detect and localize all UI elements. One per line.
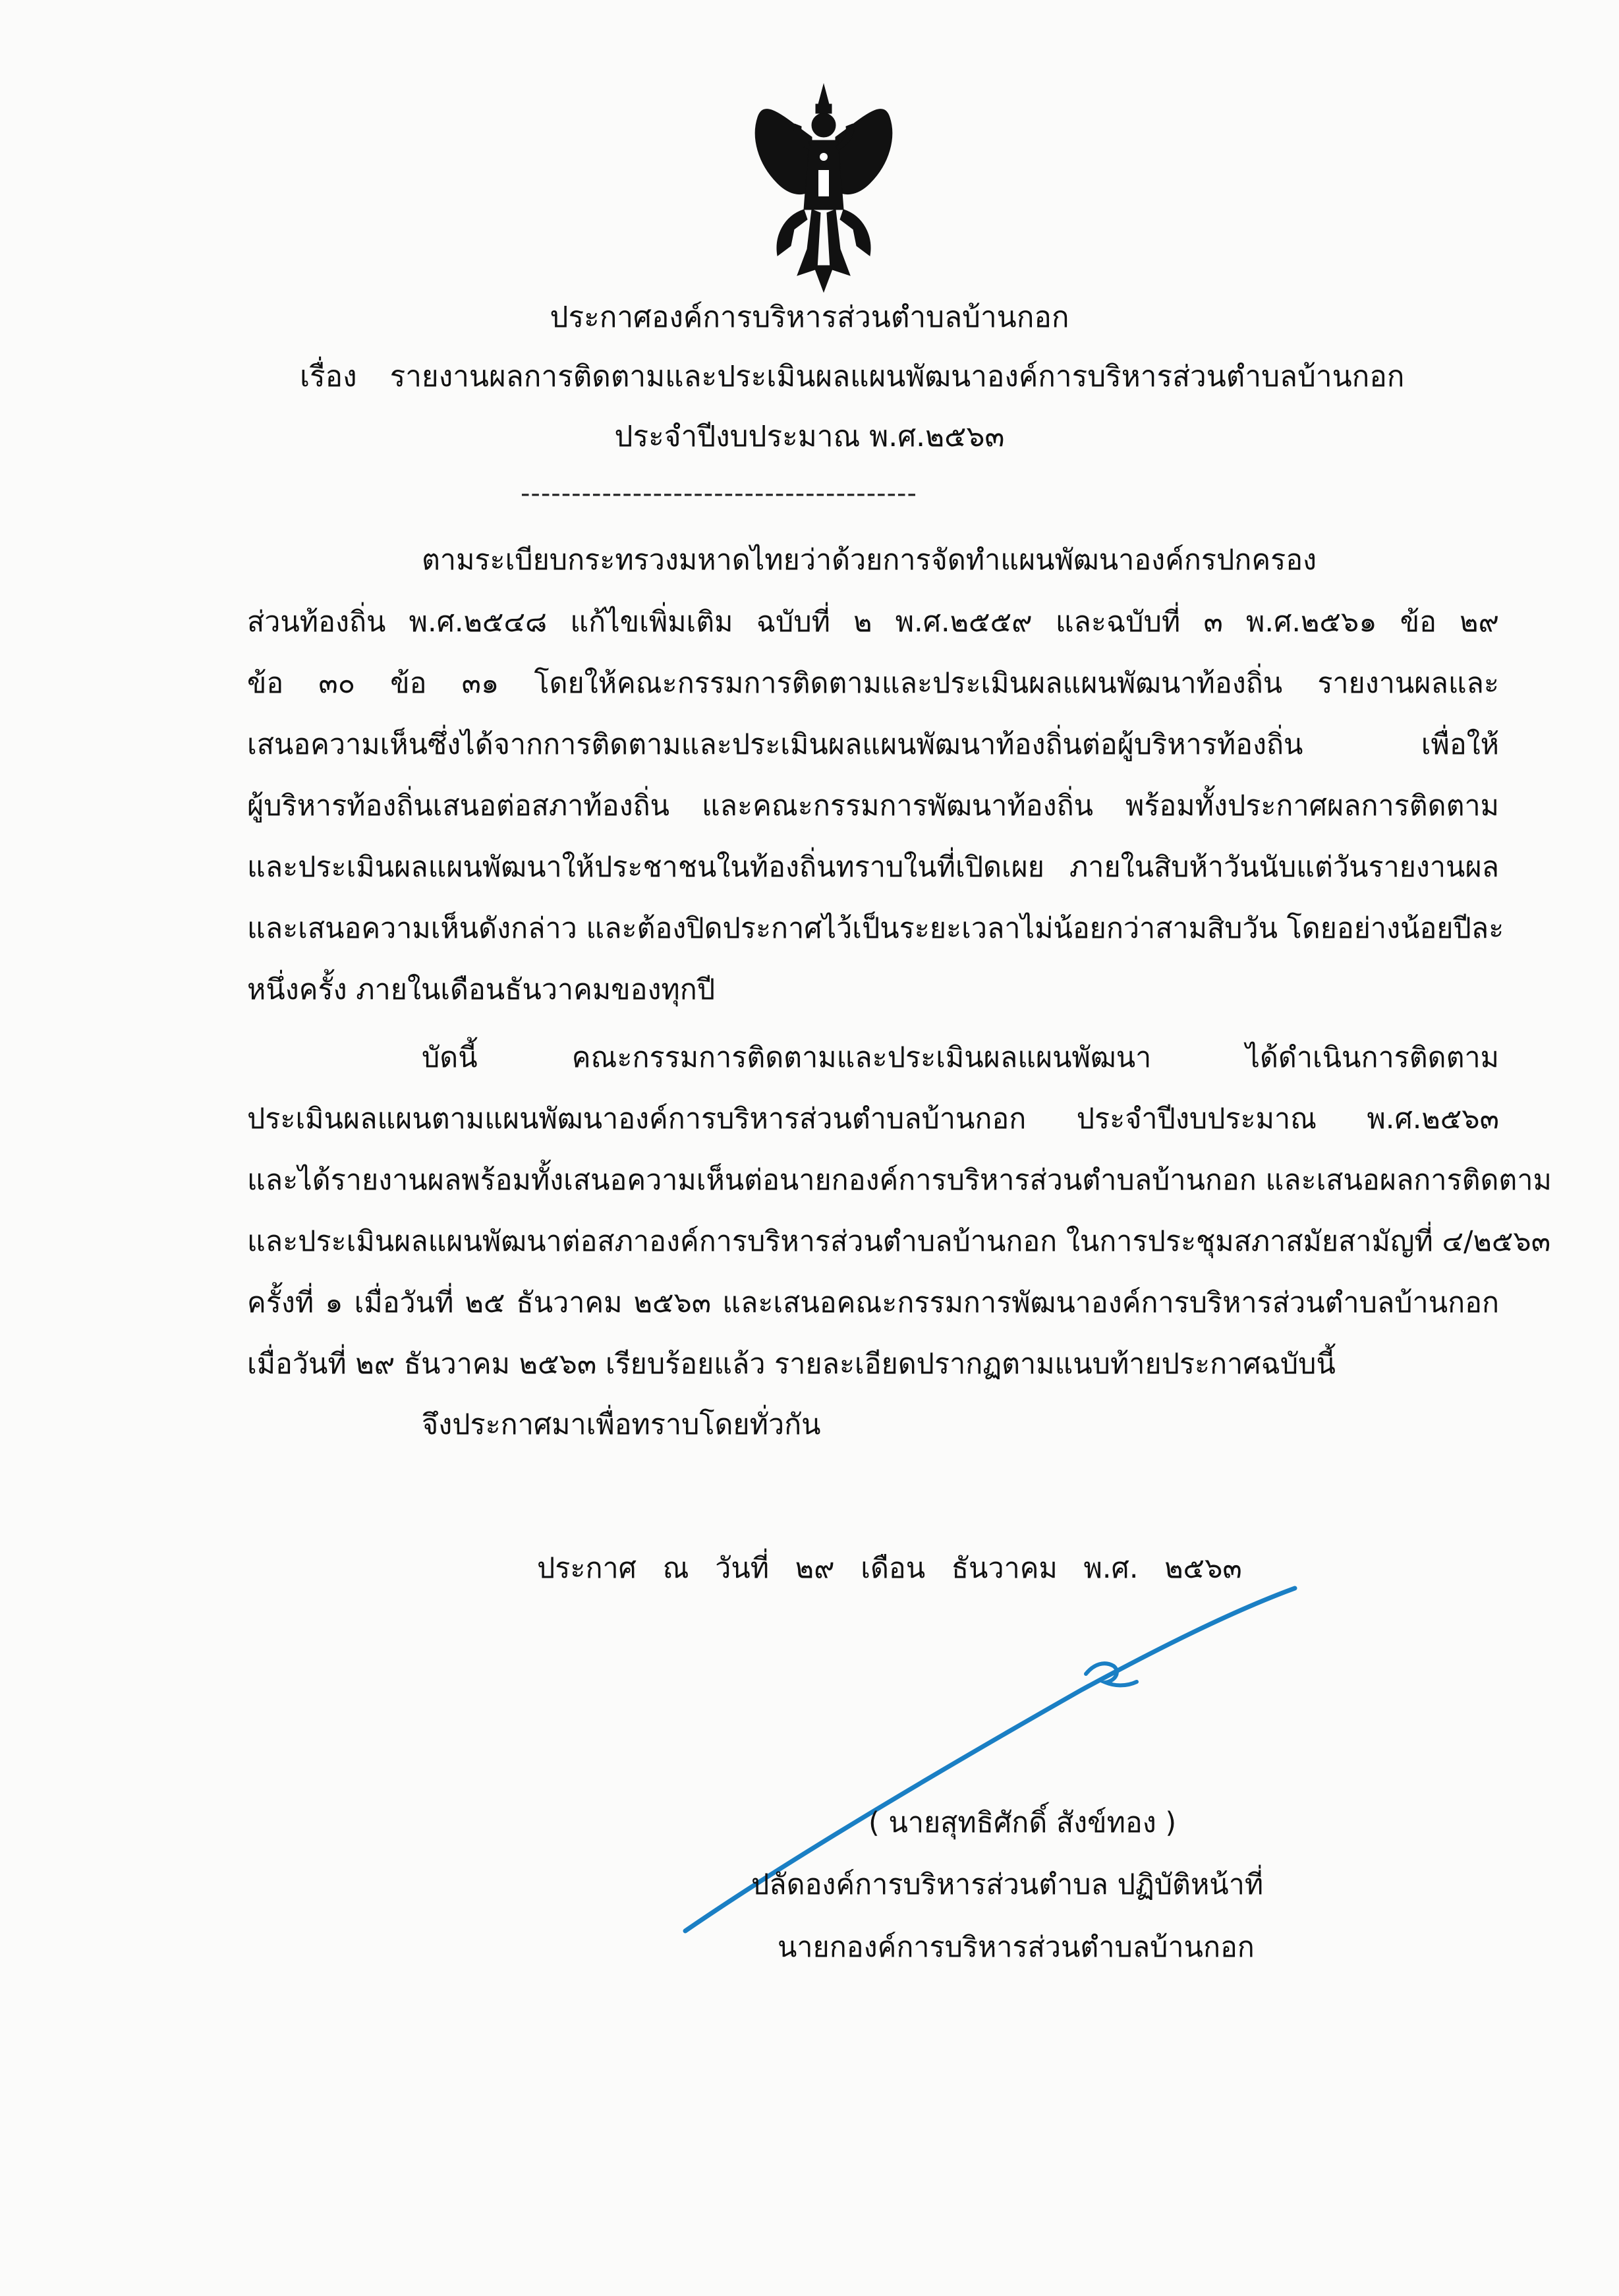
paragraph-line: หนึ่งครั้ง ภายในเดือนธันวาคมของทุกปี xyxy=(247,973,716,1006)
paragraph-line: ตามระเบียบกระทรวงมหาดไทยว่าด้วยการจัดทำแผนพัฒนาองค์กรปกครอง xyxy=(422,544,1317,577)
subject-line xyxy=(300,357,1404,397)
org-title: ประกาศองค์การบริหารส่วนตำบลบ้านกอก xyxy=(550,301,1069,334)
date-at: ณ xyxy=(662,1552,689,1585)
paragraph-line: ส่วนท้องถิ่น พ.ศ.๒๕๔๘ แก้ไขเพิ่มเติม ฉบับที่ ๒ พ.ศ.๒๕๕๙ และฉบับที่ ๓ พ.ศ.๒๕๖๑ ข้อ ๒๙ xyxy=(247,606,1499,639)
paragraph-line: ข้อ ๓๐ ข้อ ๓๑ โดยให้คณะกรรมการติดตามและประเมินผลแผนพัฒนาท้องถิ่น รายงานผลและ xyxy=(247,667,1499,700)
paragraph-line: เสนอความเห็นซึ่งได้จากการติดตามและประเมินผลแผนพัฒนาท้องถิ่นต่อผู้บริหารท้องถิ่น เพื่อให้ xyxy=(247,728,1499,761)
paragraph-line: และได้รายงานผลพร้อมทั้งเสนอความเห็นต่อนายกองค์การบริหารส่วนตำบลบ้านกอก และเสนอผลการติดตาม xyxy=(247,1164,1552,1197)
date-month-label: เดือน xyxy=(861,1552,926,1585)
fiscal-year-line: ประจำปีงบประมาณ พ.ศ.๒๕๖๓ xyxy=(614,420,1005,453)
date-day-label: วันที่ xyxy=(715,1552,770,1585)
date-month: ธันวาคม xyxy=(951,1552,1058,1585)
closing-line: จึงประกาศมาเพื่อทราบโดยทั่วกัน xyxy=(422,1408,821,1441)
paragraph-line: และประเมินผลแผนพัฒนาต่อสภาองค์การบริหารส่วนตำบลบ้านกอก ในการประชุมสภาสมัยสามัญที่ ๔/๒๕๖๓ xyxy=(247,1225,1551,1258)
paragraph-line: และเสนอความเห็นดังกล่าว และต้องปิดประกาศไว้เป็นระยะเวลาไม่น้อยกว่าสามสิบวัน โดยอย่างน้อยปีละ xyxy=(247,912,1504,945)
subject-text: รายงานผลการติดตามและประเมินผลแผนพัฒนาองค์การบริหารส่วนตำบลบ้านกอก xyxy=(389,360,1405,393)
paragraph-line: บัดนี้ คณะกรรมการติดตามและประเมินผลแผนพัฒนา ได้ดำเนินการติดตาม xyxy=(422,1041,1499,1074)
date-word: ประกาศ xyxy=(537,1552,637,1585)
paragraph-line: ครั้งที่ ๑ เมื่อวันที่ ๒๕ ธันวาคม ๒๕๖๓ และเสนอคณะกรรมการพัฒนาองค์การบริหารส่วนตำบลบ้านกอก xyxy=(247,1286,1499,1319)
date-day: ๒๙ xyxy=(795,1552,835,1585)
signatory-title-2: นายกองค์การบริหารส่วนตำบลบ้านกอก xyxy=(778,1931,1255,1964)
signatory-name: ( นายสุทธิศักดิ์ สังข์ทอง ) xyxy=(868,1806,1177,1839)
subject-label: เรื่อง xyxy=(300,360,357,393)
date-year: ๒๕๖๓ xyxy=(1164,1552,1242,1585)
signatory-title-1: ปลัดองค์การบริหารส่วนตำบล ปฏิบัติหน้าที่ xyxy=(751,1868,1264,1901)
paragraph-line: เมื่อวันที่ ๒๙ ธันวาคม ๒๕๖๓ เรียบร้อยแล้ว รายละเอียดปรากฏตามแนบท้ายประกาศฉบับนี้ xyxy=(247,1348,1336,1381)
date-year-label: พ.ศ. xyxy=(1083,1552,1139,1585)
garuda-emblem-icon xyxy=(738,78,909,295)
paragraph-line: ประเมินผลแผนตามแผนพัฒนาองค์การบริหารส่วนตำบลบ้านกอก ประจำปีงบประมาณ พ.ศ.๒๕๖๓ xyxy=(247,1103,1499,1135)
header-divider: --------------------------------------- xyxy=(521,478,917,509)
paragraph-line: ผู้บริหารท้องถิ่นเสนอต่อสภาท้องถิ่น และคณะกรรมการพัฒนาท้องถิ่น พร้อมทั้งประกาศผลการติดตาม xyxy=(247,789,1499,822)
paragraph-line: และประเมินผลแผนพัฒนาให้ประชาชนในท้องถิ่นทราบในที่เปิดเผย ภายในสิบห้าวันนับแต่วันรายงานผล xyxy=(247,851,1499,884)
